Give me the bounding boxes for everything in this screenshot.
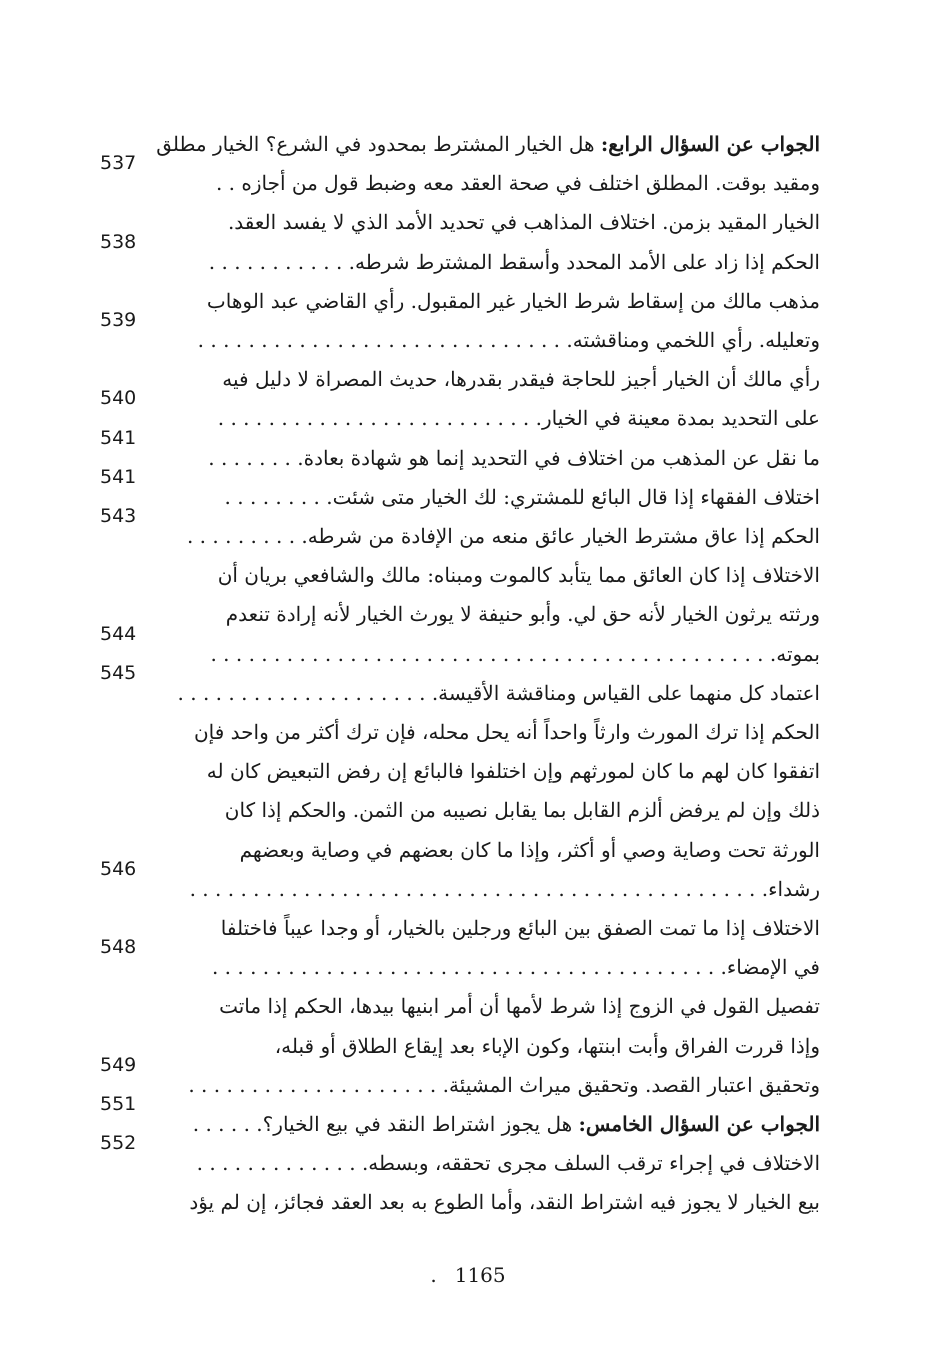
entry-text: ما نقل عن المذهب من اختلاف في التحديد إنما هو شهادة بعادة. . . . . . . . — [208, 445, 820, 470]
toc-line-text — [218, 555, 820, 595]
entry-text: الخيار المقيد بزمن. اختلاف المذاهب في تحديد الأمد الذي لا يفسد العقد. — [227, 210, 820, 235]
entry-text: الحكم إذا زاد على الأمد المحدد وأسقط المشترط شرطه. . . . . . . . . . . . — [208, 249, 820, 274]
toc-line — [90, 505, 820, 556]
toc-line — [90, 936, 820, 987]
toc-line — [90, 281, 820, 321]
toc-line — [90, 712, 820, 752]
entry-text: الاختلاف إذا كان العائق مما يتأبد كالموت ومبناه: مالك والشافعي بريان أن — [217, 563, 820, 588]
page-ref: 551 — [100, 1093, 137, 1115]
toc-line-text — [207, 751, 820, 791]
toc-line-text — [212, 947, 820, 987]
page-ref: 541 — [100, 465, 137, 488]
toc-line — [90, 622, 820, 674]
toc-line-text — [193, 1104, 820, 1144]
entry-text: الاختلاف في إجراء ترقب السلف مجرى تحققه، وبسطه. . . . . . . . . . . . . . — [196, 1151, 820, 1176]
entry-text: مذهب مالك من إسقاط شرط الخيار غير المقبول. رأي القاضي عبد الوهاب — [206, 288, 820, 313]
entry-text: اعتماد كل منهما على القياس ومناقشة الأقيسة. . . . . . . . . . . . . . . . . . . . . — [177, 680, 820, 705]
page-ref: 549 — [100, 1053, 137, 1076]
entry-text: رشداء. . . . . . . . . . . . . . . . . . . . . . . . . . . . . . . . . . . . . . . . . . . . . . — [189, 876, 820, 901]
toc-line — [90, 751, 820, 791]
question-heading: الجواب عن السؤال الخامس: — [578, 1112, 820, 1136]
entry-text: اختلاف الفقهاء إذا قال البائع للمشتري: لك الخيار متى شئت. . . . . . . . . — [224, 484, 820, 509]
entry-text: بيع الخيار لا يجوز فيه اشتراط النقد، وأما الطوع به بعد العقد فجائز، إن لم يؤد — [189, 1190, 820, 1215]
entry-text: اتفقوا كان لهم ما كان لمورثهم وإن اختلفوا فالبائع إن رفض التبعيض كان له — [206, 759, 820, 784]
entry-text: هل يجوز اشتراط النقد في بيع الخيار؟. . . . . . — [192, 1112, 579, 1136]
page-ref: 552 — [100, 1132, 137, 1155]
toc-line-text — [194, 712, 820, 752]
toc-line-text — [226, 594, 820, 634]
entry-text: الورثة تحت وصاية وصي أو أكثر، وإذا ما كان بعضهم في وصاية وبعضهم — [239, 837, 820, 862]
entry-text: ومقيد بوقت. المطلق اختلف في صحة العقد معه وضبط قول من أجازه . . — [215, 171, 820, 196]
toc-line-text — [187, 516, 820, 556]
toc-line — [90, 230, 820, 282]
toc-line — [90, 387, 820, 438]
toc-line-text — [209, 242, 820, 282]
toc-line-text — [219, 986, 820, 1026]
page-ref: 543 — [100, 505, 137, 527]
toc-line — [90, 124, 820, 164]
page-number: 1165 — [454, 1263, 506, 1287]
page-ref: 548 — [100, 936, 137, 959]
toc-line — [90, 152, 820, 203]
toc-line-text — [208, 438, 820, 478]
toc-line-text — [275, 1026, 820, 1066]
page-footer — [0, 1262, 936, 1288]
toc-line-text — [210, 634, 820, 674]
entry-text: الحكم إذا ترك المورث وارثاً واحداً أنه يحل محله، فإن ترك أكثر من واحد فإن — [193, 720, 820, 744]
page-ref: 537 — [100, 152, 137, 175]
toc-line — [90, 594, 820, 634]
toc-line-text — [221, 908, 820, 948]
toc-line — [90, 465, 820, 517]
entry-text: تفصيل القول في الزوج إذا شرط لأمها أن أمر ابنيها بيدها، الحكم إذا ماتت — [219, 994, 820, 1019]
page-ref: 544 — [100, 622, 137, 645]
toc-line — [90, 1182, 820, 1222]
toc-line-text — [225, 790, 820, 830]
entry-text: بموته. . . . . . . . . . . . . . . . . . . . . . . . . . . . . . . . . . . . . . . . . . . . . — [210, 641, 820, 666]
toc-line — [90, 1132, 820, 1183]
toc-line-text — [178, 673, 820, 713]
toc-line-text — [207, 281, 820, 321]
page-ref: 540 — [100, 387, 137, 410]
page-ref: 541 — [100, 426, 137, 449]
toc-line — [90, 426, 820, 478]
toc-line — [90, 661, 820, 713]
toc-line-text — [222, 359, 820, 399]
folio-mark: . — [430, 1263, 437, 1287]
entry-text: ورثته يرثون الخيار لأنه حق لي. وأبو حنيفة لا يورث الخيار لأنه إرادة تنعدم — [225, 602, 820, 627]
toc-line — [90, 830, 820, 870]
entry-text: وتحقيق اعتبار القصد. وتحقيق ميراث المشيئة. . . . . . . . . . . . . . . . . . . . . — [188, 1072, 820, 1097]
toc-line — [90, 359, 820, 399]
page-ref: 546 — [100, 857, 137, 880]
toc-line-text — [240, 830, 820, 870]
toc-line-text — [188, 1065, 820, 1105]
entry-text: في الإمضاء. . . . . . . . . . . . . . . . . . . . . . . . . . . . . . . . . . . . . . . . . — [211, 955, 820, 980]
entry-text: الحكم إذا عاق مشترط الخيار عائق منعه من الإفادة من شرطه. . . . . . . . . . — [186, 524, 820, 548]
page-ref: 545 — [100, 661, 137, 684]
toc-line — [90, 1093, 820, 1144]
entry-text: وإذا قررت الفراق وأبت ابنتها، وكون الإباء بعد إيقاع الطلاق أو قبله، — [274, 1033, 820, 1058]
toc-line — [90, 309, 820, 360]
toc-line-text — [228, 202, 820, 242]
toc-line — [90, 908, 820, 948]
toc-line-text — [189, 1182, 820, 1222]
page-ref: 539 — [100, 309, 137, 331]
toc-line — [90, 555, 820, 595]
toc-line-text — [225, 477, 820, 517]
question-heading: الجواب عن السؤال الرابع: — [600, 132, 820, 156]
entry-text: رأي مالك أن الخيار أجيز للحاجة فيقدر بقدرها، حديث المصراة لا دليل فيه — [222, 367, 820, 392]
toc-line-text — [218, 398, 820, 438]
toc-line — [90, 1053, 820, 1105]
page-ref: 538 — [100, 230, 137, 253]
toc-line — [90, 857, 820, 909]
toc-line — [90, 1026, 820, 1066]
toc-line-text — [190, 869, 820, 909]
entry-text: على التحديد بمدة معينة في الخيار. . . . . . . . . . . . . . . . . . . . . . . . . . — [217, 406, 820, 431]
toc-line — [90, 986, 820, 1026]
toc-line-text — [156, 124, 820, 164]
entry-text: ذلك وإن لم يرفض ألزم القابل بما يقابل نصيبه من الثمن. والحكم إذا كان — [224, 798, 820, 823]
toc-line-text — [197, 1143, 820, 1183]
entry-text: الاختلاف إذا ما تمت الصفق بين البائع ورجلين بالخيار، أو وجدا عيباً فاختلفا — [220, 916, 820, 940]
toc-line-text — [216, 163, 820, 203]
toc-line — [90, 202, 820, 242]
entry-text: هل الخيار المشترط بمحدود في الشرع؟ الخيار مطلق — [156, 132, 601, 156]
toc-line — [90, 790, 820, 830]
entry-text: وتعليله. رأي اللخمي ومناقشته. . . . . . . . . . . . . . . . . . . . . . . . . . . . . . — [197, 328, 820, 352]
toc-line-text — [198, 320, 820, 360]
